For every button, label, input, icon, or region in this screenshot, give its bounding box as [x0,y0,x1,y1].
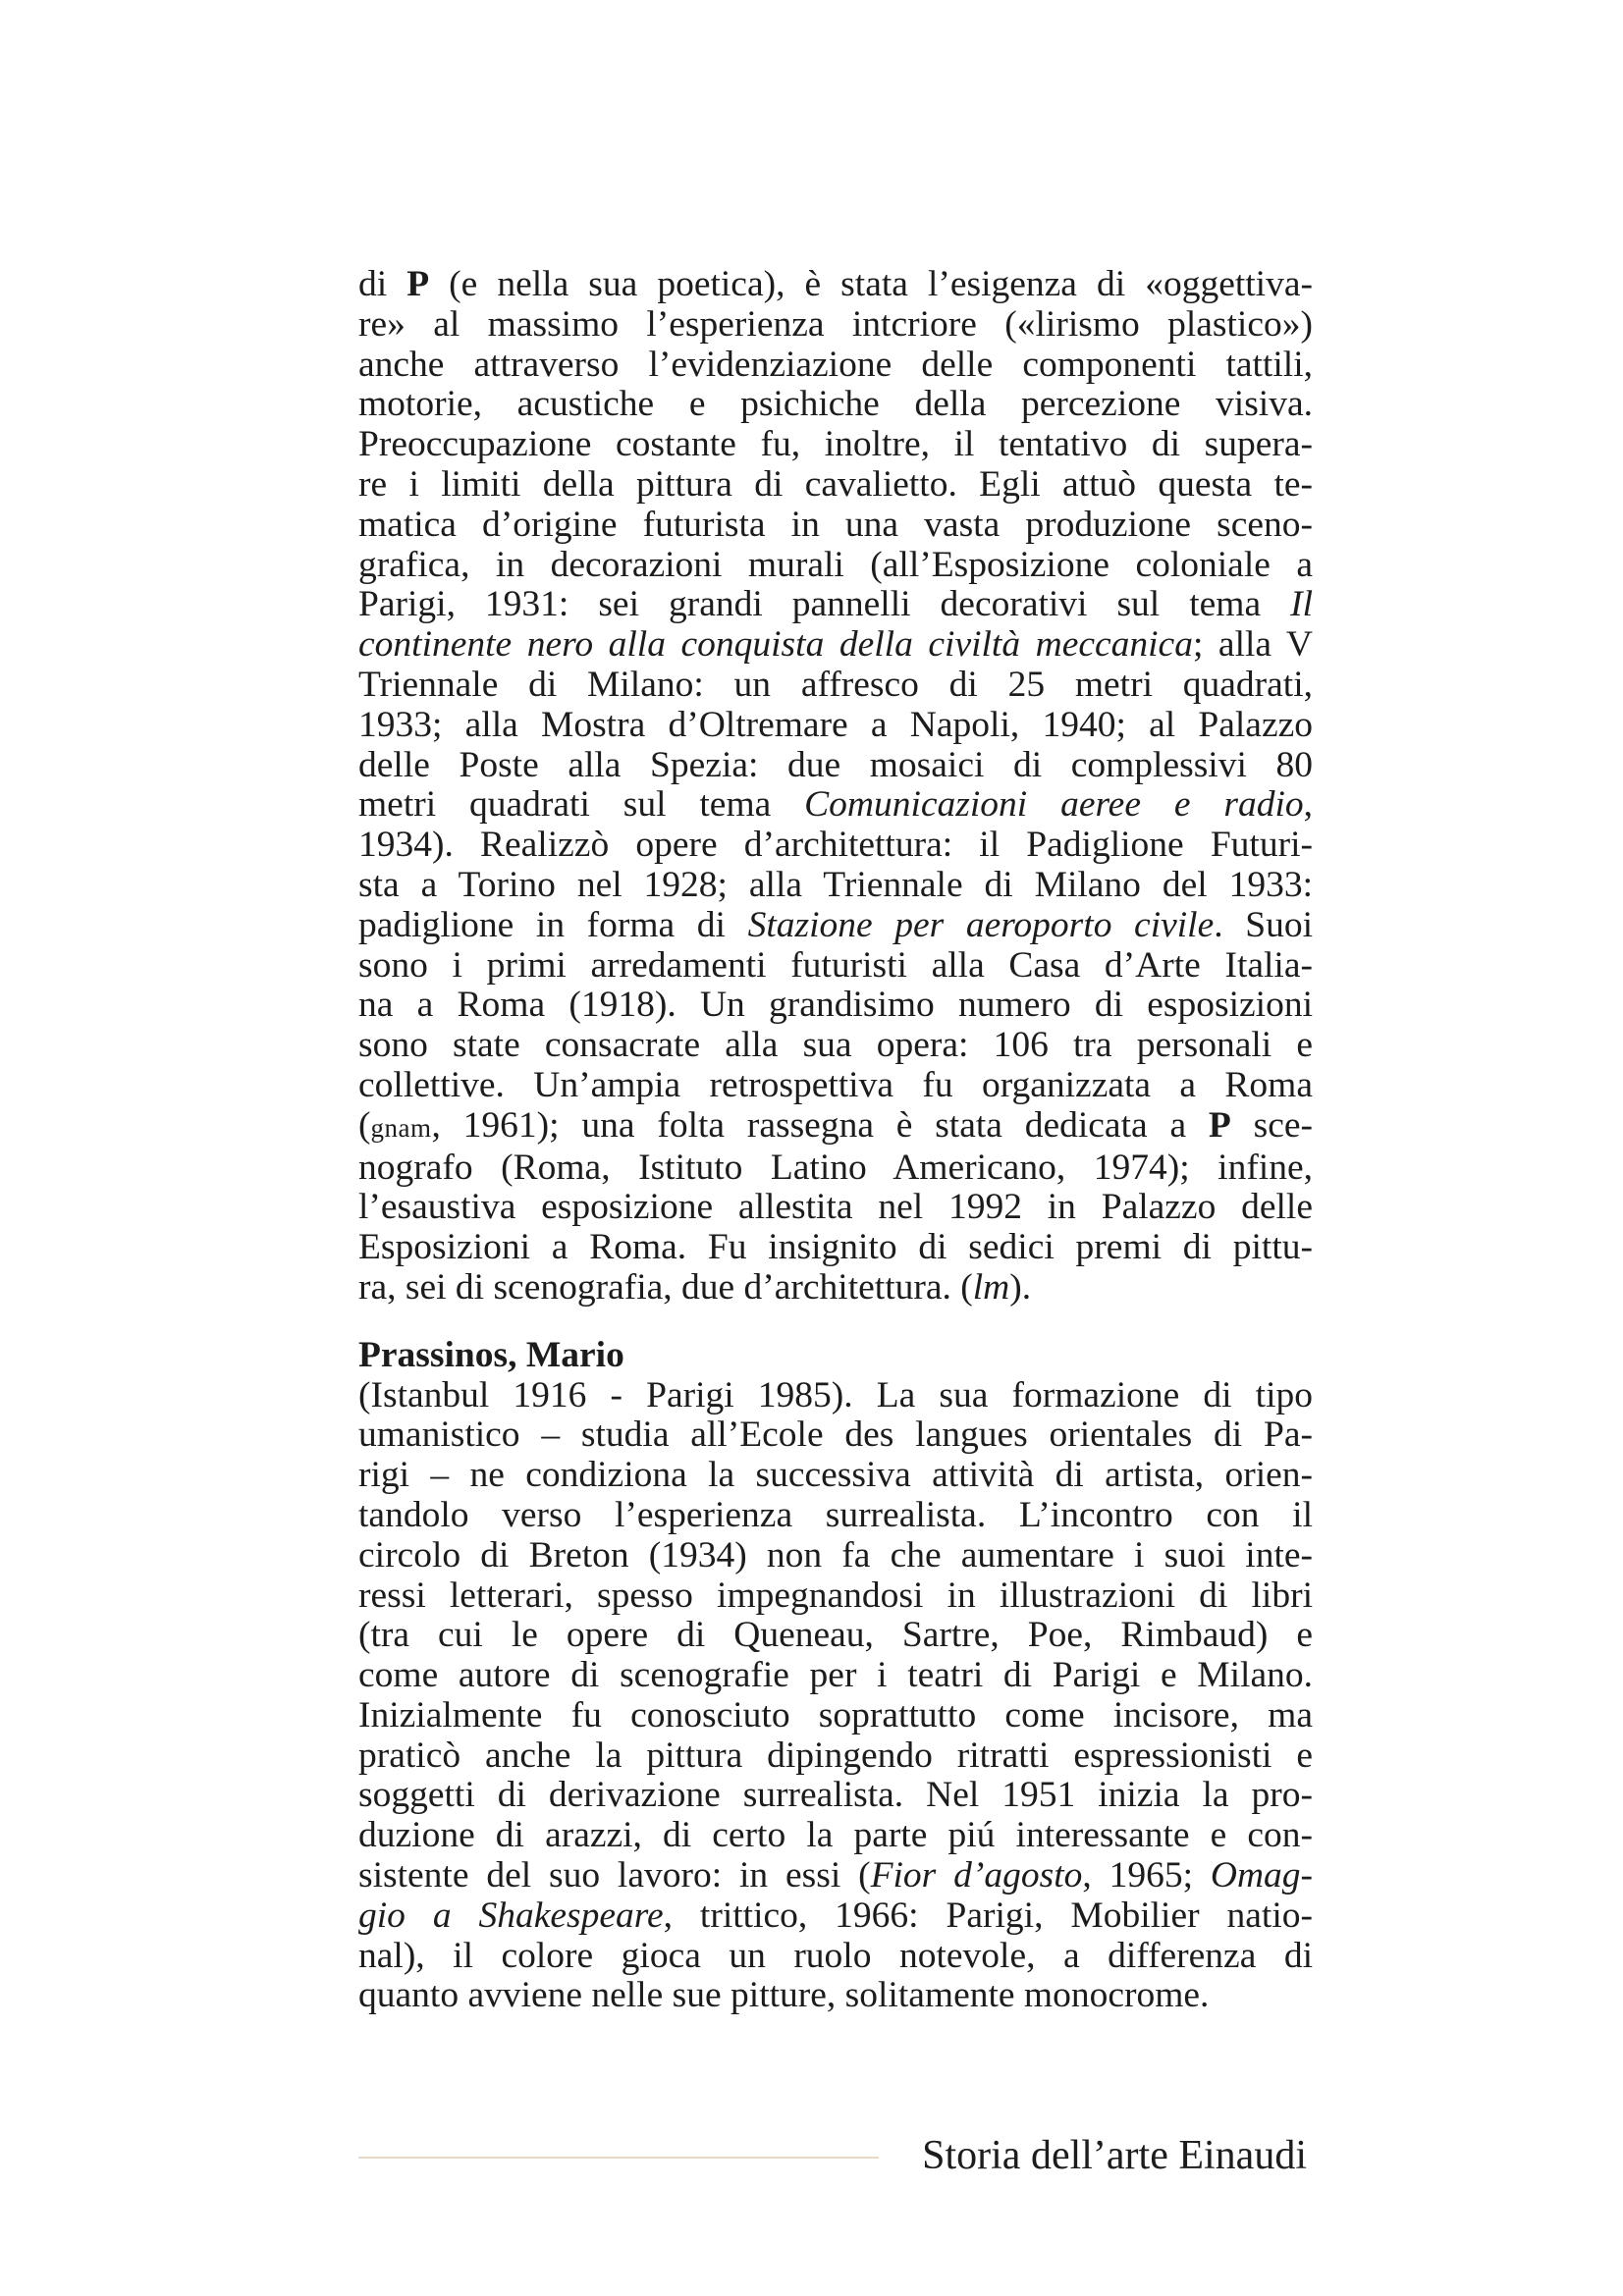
italic-title: continente nero alla conquista della civiltà meccanica [358,624,1193,666]
text-line: 1933; alla Mostra d’Oltremare a Napoli, 1940; al Palazzo [358,704,1313,745]
italic-title: Comunicazioni aeree e radio [804,784,1304,826]
text-line: matica d’origine futurista in una vasta produzione sceno- [358,504,1313,545]
text-line: re i limiti della pittura di cavalietto. Egli attuò questa te- [358,463,1313,505]
text-line: Inizialmente fu conosciuto soprattutto come incisore, ma [358,1694,1313,1735]
text-line: (gnam, 1961); una folta rassegna è stata dedicata a P sce- [358,1104,1313,1146]
entry-heading: Prassinos, Mario [358,1334,624,1375]
text-line: sta a Torino nel 1928; alla Triennale di Milano del 1933: [358,864,1313,905]
footer-title: Storia dell’arte Einaudi [922,2133,1307,2178]
text-line: di P (e nella sua poetica), è stata l’esigenza di «oggettiva- [358,264,1313,304]
text-line: duzione di arazzi, di certo la parte piú interessante e con- [358,1815,1313,1856]
text-line: (tra cui le opere di Queneau, Sartre, Poe, Rimbaud) e [358,1615,1313,1656]
text-line: l’esaustiva esposizione allestita nel 1992 in Palazzo delle [358,1187,1313,1228]
italic-title: Stazione per aeroporto civile [747,904,1215,945]
small-caps-text: gnam [370,1112,432,1143]
text-line: 1934). Realizzò opere d’architettura: il Padiglione Futuri- [358,825,1313,866]
text-line: ressi letterari, spesso impegnandosi in illustrazioni di libri [358,1575,1313,1616]
footer-rule [358,2157,879,2159]
text-line: Esposizioni a Roma. Fu insignito di sedici premi di pittu- [358,1227,1313,1268]
text-line: delle Poste alla Spezia: due mosaici di complessivi 80 [358,744,1313,785]
text-line: motorie, acustiche e psichiche della percezione visiva. [358,384,1313,425]
article-continuation [358,265,1313,1308]
text-line: circolo di Breton (1934) non fa che aumentare i suoi inte- [358,1534,1313,1575]
text-line: come autore di scenografie per i teatri di Parigi e Milano. [358,1655,1313,1696]
text-line: re» al massimo l’esperienza intcriore («lirismo plastico») [358,303,1313,345]
text-line: collettive. Un’ampia retrospettiva fu organizzata a Roma [358,1064,1313,1105]
text-line: rigi – ne condiziona la successiva attività di artista, orien- [358,1455,1313,1496]
italic-title: Omag- [1210,1855,1314,1896]
text-line: metri quadrati sul tema Comunicazioni aeree e radio, [358,784,1313,826]
italic-title: gio a Shakespeare [358,1895,664,1936]
text-line: na a Roma (1918). Un grandisimo numero di esposizioni [358,985,1313,1026]
text-line: Preoccupazione costante fu, inoltre, il tentativo di supera- [358,424,1313,465]
text-line: anche attraverso l’evidenziazione delle componenti tattili, [358,344,1313,385]
text-line: Parigi, 1931: sei grandi pannelli decorativi sul tema Il [358,584,1313,625]
text-line: gio a Shakespeare, trittico, 1966: Parigi, Mobilier natio- [358,1895,1313,1936]
text-line: praticò anche la pittura dipingendo ritratti espressionisti e [358,1735,1313,1776]
bold-text: P [1208,1104,1231,1146]
text-line: sistente del suo lavoro: in essi (Fior d’agosto, 1965; Omag- [358,1855,1314,1896]
text-line: grafica, in decorazioni murali (all’Esposizione coloniale a [358,544,1313,585]
text-line: Triennale di Milano: un affresco di 25 metri quadrati, [358,664,1313,705]
text-line: ra, sei di scenografia, due d’architettura. (lm). [358,1266,1032,1308]
text-line: umanistico – studia all’Ecole des langues orientales di Pa- [358,1415,1313,1456]
text-line: quanto avviene nelle sue pitture, solitamente monocrome. [358,1975,1210,2016]
text-line: tandolo verso l’esperienza surrealista. L’incontro con il [358,1494,1313,1535]
bold-text: P [406,264,430,304]
text-line: sono i primi arredamenti futuristi alla Casa d’Arte Italia- [358,944,1313,986]
italic-title: Il [1290,584,1313,625]
text-line: soggetti di derivazione surrealista. Nel 1951 inizia la pro- [358,1775,1313,1816]
italic-title: Fior d’agosto [870,1855,1083,1896]
text-line: (Istanbul 1916 - Parigi 1985). La sua formazione di tipo [358,1374,1313,1415]
text-line: sono state consacrate alla sua opera: 106 tra personali e [358,1025,1313,1066]
italic-title: lm [972,1266,1010,1308]
text-line: nografo (Roma, Istituto Latino Americano, 1974); infine, [358,1147,1313,1188]
text-line: continente nero alla conquista della civiltà meccanica; alla V [358,624,1313,666]
text-line: padiglione in forma di Stazione per aeroporto civile. Suoi [358,904,1313,945]
page-body [358,265,1313,2016]
entry-body [358,1376,1313,2017]
text-line: nal), il colore gioca un ruolo notevole, a differenza di [358,1935,1313,1976]
